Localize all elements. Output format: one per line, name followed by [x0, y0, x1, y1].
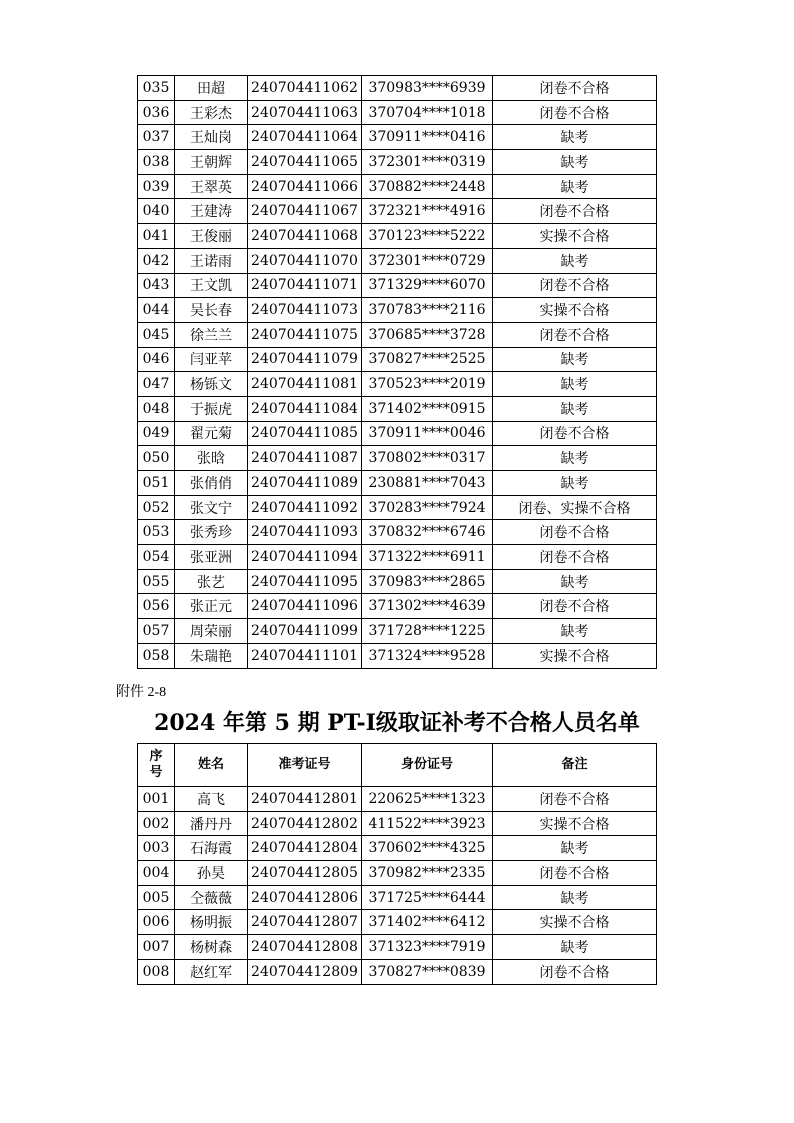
table-row [138, 322, 657, 347]
cell-exam-id: 240704412808 [248, 935, 362, 960]
cell-name: 张俏俏 [175, 471, 248, 496]
cell-remark: 缺考 [493, 446, 657, 471]
cell-name: 周荣丽 [175, 619, 248, 644]
cell-exam-id: 240704411084 [248, 396, 362, 421]
cell-remark: 闭卷不合格 [493, 861, 657, 886]
cell-name: 杨明振 [175, 910, 248, 935]
cell-id-number: 371402****0915 [362, 396, 493, 421]
table-row [138, 471, 657, 496]
cell-remark: 缺考 [493, 619, 657, 644]
cell-remark: 闭卷不合格 [493, 594, 657, 619]
cell-exam-id: 240704411093 [248, 520, 362, 545]
cell-exam-id: 240704411070 [248, 248, 362, 273]
cell-remark: 闭卷不合格 [493, 322, 657, 347]
cell-id-number: 371324****9528 [362, 643, 493, 668]
table-row [138, 910, 657, 935]
cell-seq: 041 [138, 224, 175, 249]
cell-remark: 缺考 [493, 347, 657, 372]
cell-name: 张艺 [175, 569, 248, 594]
cell-seq: 043 [138, 273, 175, 298]
cell-seq: 058 [138, 643, 175, 668]
cell-id-number: 370783****2116 [362, 298, 493, 323]
table-row [138, 248, 657, 273]
cell-remark: 实操不合格 [493, 298, 657, 323]
cell-seq: 035 [138, 76, 175, 101]
table-row [138, 545, 657, 570]
cell-exam-id: 240704412807 [248, 910, 362, 935]
cell-exam-id: 240704411095 [248, 569, 362, 594]
cell-id-number: 370827****0839 [362, 959, 493, 984]
table-row [138, 619, 657, 644]
cell-seq: 038 [138, 150, 175, 175]
cell-name: 杨树森 [175, 935, 248, 960]
header-seq-line1: 序 [149, 749, 163, 764]
cell-id-number: 371323****7919 [362, 935, 493, 960]
cell-seq: 051 [138, 471, 175, 496]
cell-name: 闫亚苹 [175, 347, 248, 372]
table-row [138, 76, 657, 101]
cell-remark: 缺考 [493, 935, 657, 960]
cell-seq: 049 [138, 421, 175, 446]
cell-name: 徐兰兰 [175, 322, 248, 347]
cell-remark: 闭卷不合格 [493, 273, 657, 298]
cell-id-number: 370983****2865 [362, 569, 493, 594]
cell-name: 翟元菊 [175, 421, 248, 446]
table-row [138, 594, 657, 619]
cell-name: 王建涛 [175, 199, 248, 224]
cell-id-number: 370523****2019 [362, 372, 493, 397]
cell-seq: 006 [138, 910, 175, 935]
cell-seq: 044 [138, 298, 175, 323]
cell-name: 朱瑞艳 [175, 643, 248, 668]
cell-exam-id: 240704411092 [248, 495, 362, 520]
cell-exam-id: 240704411067 [248, 199, 362, 224]
table-row [138, 199, 657, 224]
cell-remark: 闭卷不合格 [493, 100, 657, 125]
cell-id-number: 370283****7924 [362, 495, 493, 520]
header-seq-line2: 号 [149, 765, 163, 780]
cell-name: 王文凯 [175, 273, 248, 298]
cell-exam-id: 240704412804 [248, 836, 362, 861]
cell-id-number: 370911****0046 [362, 421, 493, 446]
cell-name: 张正元 [175, 594, 248, 619]
cell-name: 田超 [175, 76, 248, 101]
cell-name: 张亚洲 [175, 545, 248, 570]
table-row [138, 885, 657, 910]
cell-exam-id: 240704411071 [248, 273, 362, 298]
cell-remark: 闭卷不合格 [493, 199, 657, 224]
cell-id-number: 370983****6939 [362, 76, 493, 101]
page-title: 2024 年第 5 期 PT-Ⅰ级取证补考不合格人员名单 [154, 710, 640, 736]
cell-remark: 闭卷不合格 [493, 421, 657, 446]
attachment-label: 附件 2-8 [116, 685, 167, 700]
cell-exam-id: 240704411094 [248, 545, 362, 570]
cell-name: 张晗 [175, 446, 248, 471]
cell-remark: 闭卷、实操不合格 [493, 495, 657, 520]
table-row [138, 125, 657, 150]
table-row [138, 174, 657, 199]
cell-seq: 037 [138, 125, 175, 150]
cell-seq: 056 [138, 594, 175, 619]
cell-exam-id: 240704411065 [248, 150, 362, 175]
cell-seq: 053 [138, 520, 175, 545]
cell-name: 孙昊 [175, 861, 248, 886]
cell-seq: 007 [138, 935, 175, 960]
cell-name: 高飞 [175, 787, 248, 812]
cell-name: 仝薇薇 [175, 885, 248, 910]
cell-id-number: 371402****6412 [362, 910, 493, 935]
cell-seq: 040 [138, 199, 175, 224]
cell-seq: 039 [138, 174, 175, 199]
cell-name: 赵红军 [175, 959, 248, 984]
cell-remark: 实操不合格 [493, 224, 657, 249]
table-row [138, 273, 657, 298]
cell-seq: 052 [138, 495, 175, 520]
table-row [138, 643, 657, 668]
cell-name: 杨铄文 [175, 372, 248, 397]
cell-name: 王灿岗 [175, 125, 248, 150]
cell-id-number: 370982****2335 [362, 861, 493, 886]
table-row [138, 520, 657, 545]
cell-id-number: 220625****1323 [362, 787, 493, 812]
cell-name: 潘丹丹 [175, 811, 248, 836]
cell-id-number: 371302****4639 [362, 594, 493, 619]
cell-seq: 054 [138, 545, 175, 570]
cell-id-number: 370704****1018 [362, 100, 493, 125]
cell-id-number: 371329****6070 [362, 273, 493, 298]
cell-id-number: 411522****3923 [362, 811, 493, 836]
cell-name: 王彩杰 [175, 100, 248, 125]
header-exam-id: 准考证号 [248, 744, 362, 787]
cell-seq: 055 [138, 569, 175, 594]
cell-exam-id: 240704411099 [248, 619, 362, 644]
cell-name: 王翠英 [175, 174, 248, 199]
cell-seq: 046 [138, 347, 175, 372]
cell-exam-id: 240704411096 [248, 594, 362, 619]
cell-exam-id: 240704411085 [248, 421, 362, 446]
cell-remark: 缺考 [493, 150, 657, 175]
table-row [138, 421, 657, 446]
cell-seq: 057 [138, 619, 175, 644]
cell-remark: 缺考 [493, 471, 657, 496]
cell-remark: 实操不合格 [493, 811, 657, 836]
cell-remark: 闭卷不合格 [493, 959, 657, 984]
table-row [138, 224, 657, 249]
cell-id-number: 370123****5222 [362, 224, 493, 249]
cell-id-number: 370685****3728 [362, 322, 493, 347]
cell-id-number: 370911****0416 [362, 125, 493, 150]
cell-seq: 047 [138, 372, 175, 397]
cell-seq: 045 [138, 322, 175, 347]
cell-exam-id: 240704411101 [248, 643, 362, 668]
cell-seq: 001 [138, 787, 175, 812]
table-row [138, 935, 657, 960]
cell-exam-id: 240704411064 [248, 125, 362, 150]
cell-name: 王朝辉 [175, 150, 248, 175]
table-row [138, 396, 657, 421]
cell-exam-id: 240704411081 [248, 372, 362, 397]
table-row [138, 150, 657, 175]
cell-id-number: 370802****0317 [362, 446, 493, 471]
cell-name: 于振虎 [175, 396, 248, 421]
cell-seq: 002 [138, 811, 175, 836]
table-row [138, 959, 657, 984]
header-remark: 备注 [493, 744, 657, 787]
cell-remark: 缺考 [493, 885, 657, 910]
cell-name: 吴长春 [175, 298, 248, 323]
table-row [138, 372, 657, 397]
table-row [138, 446, 657, 471]
table-row [138, 569, 657, 594]
cell-seq: 036 [138, 100, 175, 125]
cell-exam-id: 240704411066 [248, 174, 362, 199]
header-id-number: 身份证号 [362, 744, 493, 787]
cell-id-number: 371322****6911 [362, 545, 493, 570]
cell-remark: 缺考 [493, 569, 657, 594]
cell-id-number: 370882****2448 [362, 174, 493, 199]
cell-name: 王诺雨 [175, 248, 248, 273]
cell-remark: 缺考 [493, 372, 657, 397]
cell-id-number: 372301****0319 [362, 150, 493, 175]
cell-id-number: 372301****0729 [362, 248, 493, 273]
cell-id-number: 371725****6444 [362, 885, 493, 910]
cell-exam-id: 240704411073 [248, 298, 362, 323]
cell-seq: 008 [138, 959, 175, 984]
cell-seq: 004 [138, 861, 175, 886]
cell-seq: 050 [138, 446, 175, 471]
cell-id-number: 230881****7043 [362, 471, 493, 496]
cell-remark: 缺考 [493, 396, 657, 421]
cell-exam-id: 240704411063 [248, 100, 362, 125]
cell-remark: 缺考 [493, 174, 657, 199]
cell-exam-id: 240704411089 [248, 471, 362, 496]
cell-name: 石海霞 [175, 836, 248, 861]
cell-name: 张秀珍 [175, 520, 248, 545]
cell-remark: 闭卷不合格 [493, 787, 657, 812]
cell-remark: 缺考 [493, 836, 657, 861]
cell-remark: 实操不合格 [493, 643, 657, 668]
cell-id-number: 370827****2525 [362, 347, 493, 372]
cell-exam-id: 240704411087 [248, 446, 362, 471]
cell-id-number: 370832****6746 [362, 520, 493, 545]
cell-exam-id: 240704412801 [248, 787, 362, 812]
cell-remark: 缺考 [493, 125, 657, 150]
cell-exam-id: 240704412806 [248, 885, 362, 910]
cell-exam-id: 240704411075 [248, 322, 362, 347]
table-row [138, 811, 657, 836]
cell-seq: 042 [138, 248, 175, 273]
cell-name: 王俊丽 [175, 224, 248, 249]
cell-exam-id: 240704411079 [248, 347, 362, 372]
failed-list-table [137, 743, 657, 985]
table-row [138, 836, 657, 861]
table-row [138, 787, 657, 812]
cell-exam-id: 240704412802 [248, 811, 362, 836]
header-seq [138, 744, 175, 787]
cell-seq: 048 [138, 396, 175, 421]
table-row [138, 298, 657, 323]
table-row [138, 347, 657, 372]
cell-exam-id: 240704411062 [248, 76, 362, 101]
table-row [138, 495, 657, 520]
cell-id-number: 371728****1225 [362, 619, 493, 644]
table-row [138, 100, 657, 125]
cell-seq: 005 [138, 885, 175, 910]
cell-id-number: 372321****4916 [362, 199, 493, 224]
cell-remark: 闭卷不合格 [493, 76, 657, 101]
cell-id-number: 370602****4325 [362, 836, 493, 861]
cell-exam-id: 240704412809 [248, 959, 362, 984]
cell-exam-id: 240704411068 [248, 224, 362, 249]
cell-seq: 003 [138, 836, 175, 861]
cell-remark: 闭卷不合格 [493, 520, 657, 545]
table-row [138, 861, 657, 886]
cell-name: 张文宁 [175, 495, 248, 520]
cell-remark: 闭卷不合格 [493, 545, 657, 570]
failed-list-table-continued [137, 75, 657, 669]
header-name: 姓名 [175, 744, 248, 787]
cell-remark: 缺考 [493, 248, 657, 273]
cell-remark: 实操不合格 [493, 910, 657, 935]
cell-exam-id: 240704412805 [248, 861, 362, 886]
table-header-row [138, 744, 657, 787]
